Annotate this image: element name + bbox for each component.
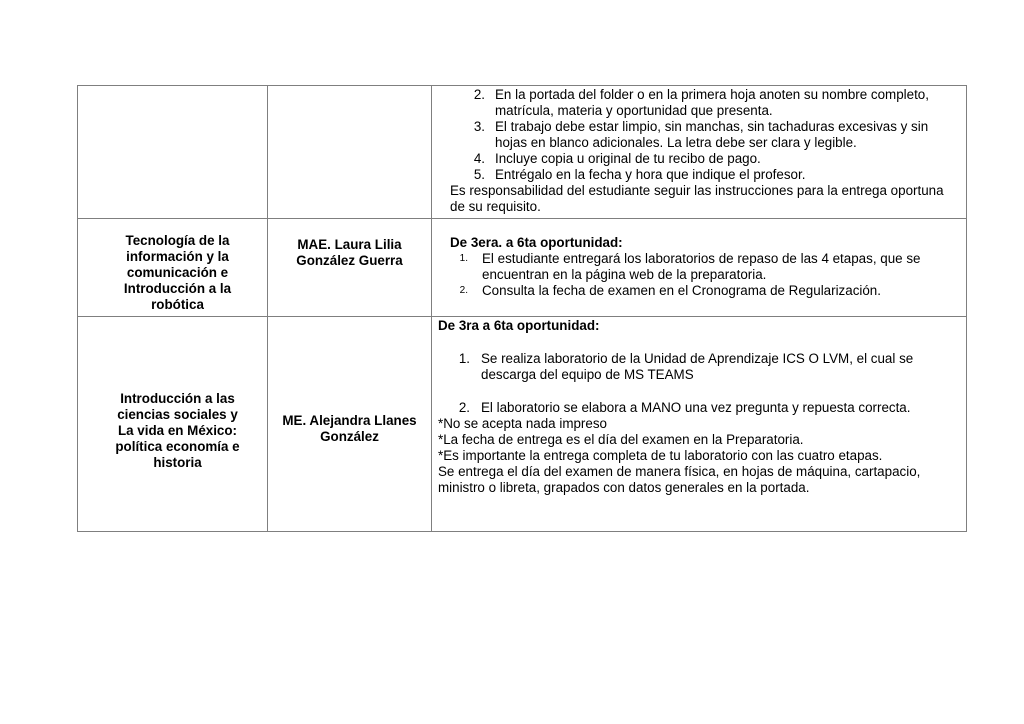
subject-cell bbox=[78, 86, 268, 219]
item-text: El trabajo debe estar limpio, sin manchas, sin tachaduras excesivas y sin hojas en blanco adicionales. La letra debe ser clara y legible. bbox=[495, 119, 929, 150]
note-line: *No se acepta nada impreso bbox=[438, 416, 607, 431]
item-text: El estudiante entregará los laboratorios de repaso de las 4 etapas, que se encuentran en la página web de la preparatoria. bbox=[482, 251, 921, 282]
note-line: *La fecha de entrega es el día del examen en la Preparatoria. bbox=[438, 432, 804, 447]
item-text: Se realiza laboratorio de la Unidad de Aprendizaje ICS O LVM, el cual se descarga del equipo de MS TEAMS bbox=[481, 351, 914, 382]
list-item bbox=[438, 351, 958, 383]
subject-cell: Tecnología de la información y la comunicación e Introducción a la robótica bbox=[78, 219, 268, 317]
item-number: 2. bbox=[458, 400, 470, 415]
note-line: *Es importante la entrega completa de tu laboratorio con las cuatro etapas. bbox=[438, 448, 883, 463]
list-item bbox=[450, 283, 958, 299]
item-text: Incluye copia u original de tu recibo de pago. bbox=[495, 151, 761, 166]
table-row bbox=[78, 317, 967, 532]
item-number: 3. bbox=[473, 119, 485, 134]
item-number: 2. bbox=[459, 285, 468, 296]
subject-cell: Introducción a las ciencias sociales y La vida en México: política economía e historia bbox=[78, 317, 268, 532]
item-text: El laboratorio se elabora a MANO una vez pregunta y repuesta correcta. bbox=[481, 400, 911, 415]
opportunity-heading: De 3era. a 6ta oportunidad: bbox=[450, 235, 623, 250]
requirements-table bbox=[77, 85, 967, 532]
instructions-cell bbox=[432, 86, 967, 219]
teacher-cell bbox=[268, 86, 432, 219]
instructions-list bbox=[438, 351, 958, 383]
instructions-cell bbox=[432, 219, 967, 317]
list-item bbox=[450, 151, 958, 167]
opportunity-heading: De 3ra a 6ta oportunidad: bbox=[438, 318, 600, 333]
item-number: 2. bbox=[473, 87, 485, 102]
teacher-cell: MAE. Laura Lilia González Guerra bbox=[268, 219, 432, 317]
responsibility-note: Es responsabilidad del estudiante seguir las instrucciones para la entrega oportuna de su requisito. bbox=[450, 183, 944, 214]
item-number: 5. bbox=[473, 167, 485, 182]
item-number: 1. bbox=[458, 351, 470, 366]
teacher-cell: ME. Alejandra Llanes González bbox=[268, 317, 432, 532]
list-item bbox=[450, 87, 958, 119]
instructions-cell bbox=[432, 317, 967, 532]
note-line: Se entrega el día del examen de manera física, en hojas de máquina, cartapacio, ministro o libreta, grapados con datos generales en la portada. bbox=[438, 464, 921, 495]
item-text: En la portada del folder o en la primera hoja anoten su nombre completo, matrícula, materia y oportunidad que presenta. bbox=[495, 87, 929, 118]
instructions-list bbox=[450, 251, 958, 299]
list-item bbox=[450, 251, 958, 283]
list-item bbox=[438, 400, 958, 416]
list-item bbox=[450, 119, 958, 151]
item-text: Consulta la fecha de examen en el Cronograma de Regularización. bbox=[482, 283, 881, 298]
instructions-list bbox=[438, 400, 958, 416]
table-row bbox=[78, 219, 967, 317]
item-number: 1. bbox=[459, 253, 468, 264]
table-row bbox=[78, 86, 967, 219]
item-text: Entrégalo en la fecha y hora que indique el profesor. bbox=[495, 167, 806, 182]
item-number: 4. bbox=[473, 151, 485, 166]
list-item bbox=[450, 167, 958, 183]
instructions-list bbox=[450, 87, 958, 183]
